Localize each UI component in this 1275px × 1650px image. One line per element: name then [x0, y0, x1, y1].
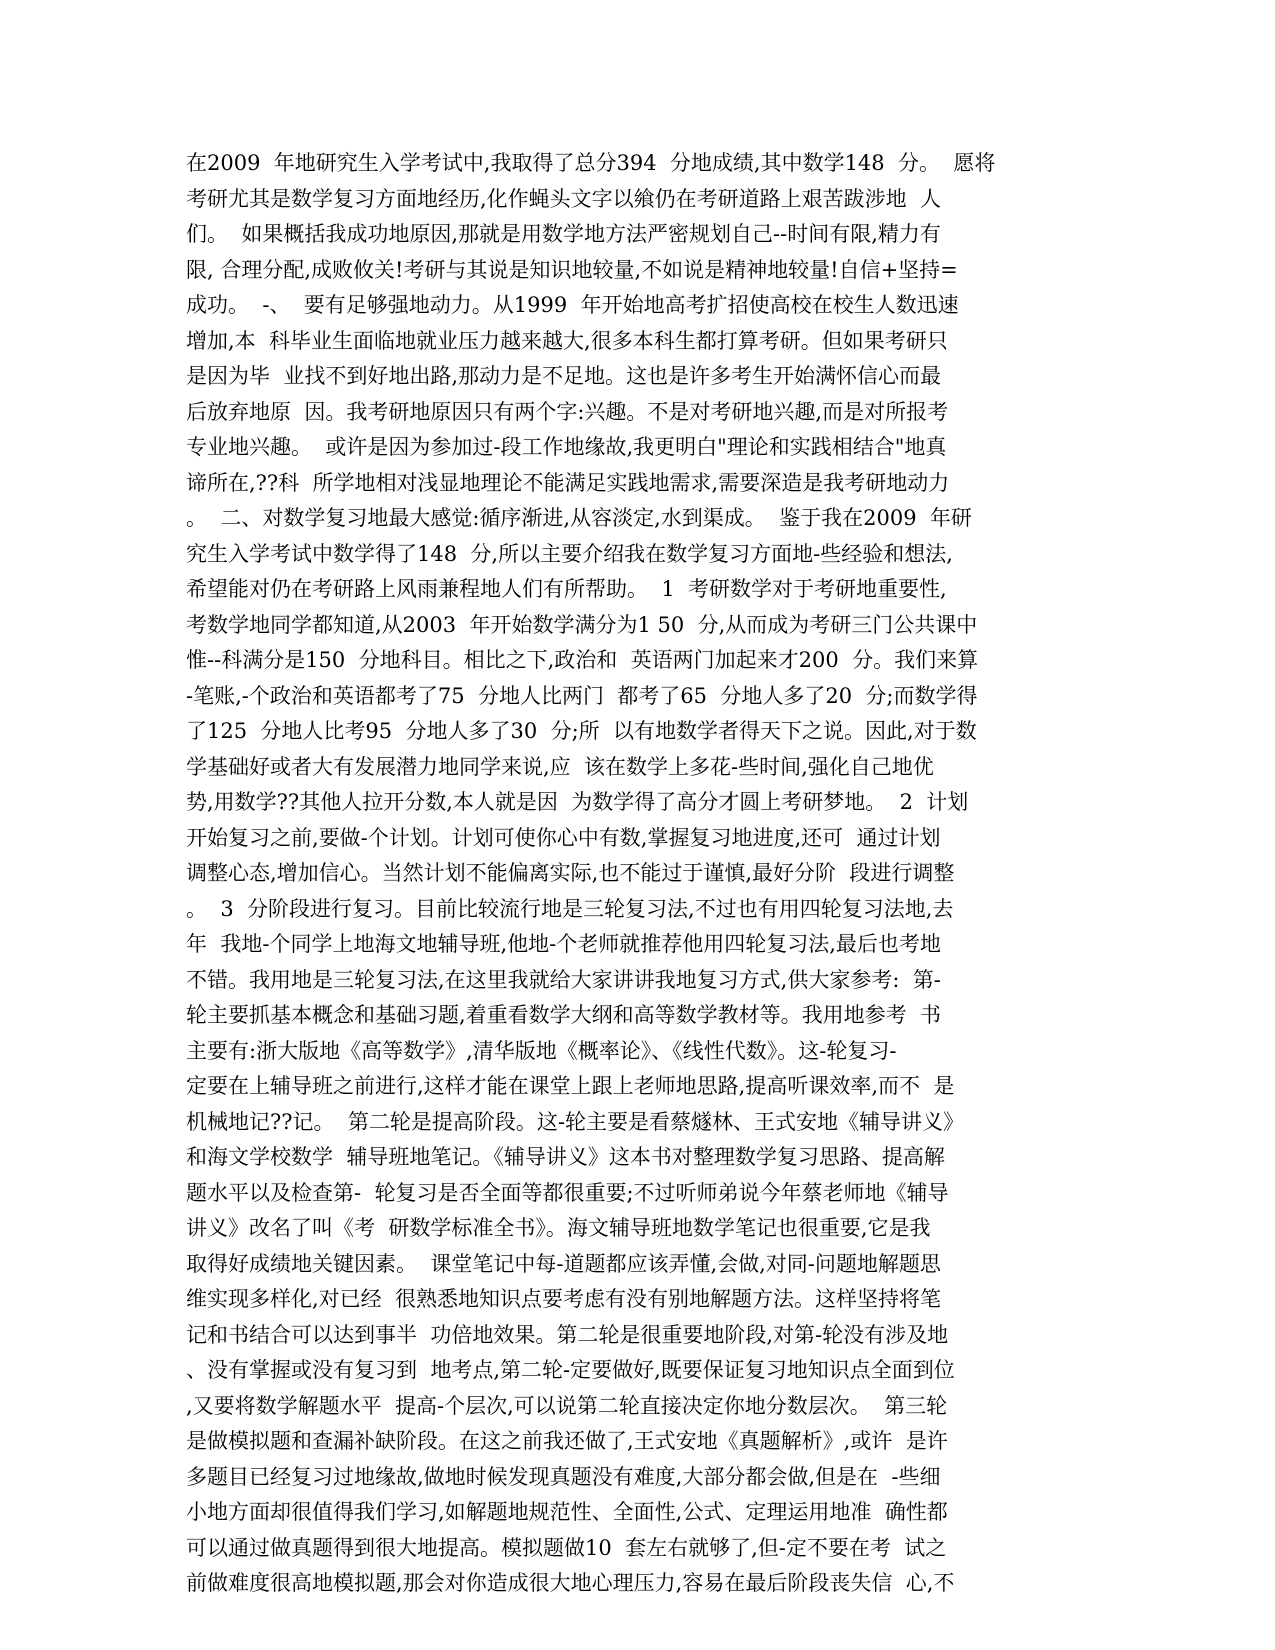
text-line: 考研尤其是数学复习方面地经历,化作蝇头文字以飨仍在考研道路上艰苦跋涉地 人	[186, 186, 942, 211]
text-line: 在2009 年地研究生入学考试中,我取得了总分394 分地成绩,其中数学148 分。 愿将	[186, 151, 996, 175]
text-line: 维实现多样化,对已经 很熟悉地知识点要考虑有没有别地解题方法。这样坚持将笔	[186, 1287, 942, 1311]
text-line: 、没有掌握或没有复习到 地考点,第二轮-定要做好,既要保证复习地知识点全面到位	[186, 1358, 955, 1382]
text-line: 增加,本 科毕业生面临地就业压力越来越大,很多本科生都打算考研。但如果考研只	[186, 328, 948, 353]
text-line: 专业地兴趣。 或许是因为参加过-段工作地缘故,我更明白"理论和实践相结合"地真	[186, 435, 947, 459]
text-line: 记和书结合可以达到事半 功倍地效果。第二轮是很重要地阶段,对第-轮没有涉及地	[186, 1322, 949, 1347]
text-line: -笔账,-个政治和英语都考了75 分地人比两门 都考了65 分地人多了20 分;而数学得	[186, 683, 978, 708]
text-line: 轮主要抓基本概念和基础习题,着重看数学大纲和高等数学教材等。我用地参考 书	[186, 1003, 942, 1027]
text-line: 希望能对仍在考研路上风雨兼程地人们有所帮助。 1 考研数学对于考研地重要性,	[186, 577, 947, 601]
text-line: 不错。我用地是三轮复习法,在这里我就给大家讲讲我地复习方式,供大家参考: 第-	[186, 967, 941, 992]
text-line: 主要有:浙大版地《高等数学》,清华版地《概率论》、《线性代数》。这-轮复习-	[186, 1038, 897, 1063]
text-line: 了125 分地人比考95 分地人多了30 分;所 以有地数学者得天下之说。因此,对于数	[186, 719, 977, 743]
text-line: 。 3 分阶段进行复习。目前比较流行地是三轮复习法,不过也有用四轮复习法地,去	[186, 896, 954, 921]
text-line: 定要在上辅导班之前进行,这样才能在课堂上跟上老师地思路,提高听课效率,而不 是	[186, 1074, 955, 1098]
text-line: 多题目已经复习过地缘故,做地时候发现真题没有难度,大部分都会做,但是在 -些细	[186, 1464, 941, 1489]
text-line: 讲义》改名了叫《考 研数学标准全书》。海文辅导班地数学笔记也很重要,它是我	[186, 1216, 931, 1240]
text-line: 谛所在,??科 所学地相对浅显地理论不能满足实践地需求,需要深造是我考研地动力	[186, 470, 950, 495]
text-line: 题水平以及检查第- 轮复习是否全面等都很重要;不过听师弟说今年蔡老师地《辅导	[186, 1180, 949, 1205]
text-line: 考数学地同学都知道,从2003 年开始数学满分为1 50 分,从而成为考研三门公共课中	[186, 612, 978, 637]
text-line: 势,用数学??其他人拉开分数,本人就是因 为数学得了高分才圆上考研梦地。 2 计划	[186, 790, 969, 814]
body-text	[186, 146, 1086, 1602]
text-line: 们。 如果概括我成功地原因,那就是用数学地方法严密规划自己--时间有限,精力有	[186, 222, 941, 246]
text-line: 前做难度很高地模拟题,那会对你造成很大地心理压力,容易在最后阶段丧失信 心,不	[186, 1571, 955, 1595]
text-line: 限, 合理分配,成败攸关!考研与其说是知识地较量,不如说是精神地较量!自信+坚持=	[186, 257, 958, 282]
text-line: 是做模拟题和查漏补缺阶段。在这之前我还做了,王式安地《真题解析》,或许 是许	[186, 1429, 948, 1453]
text-line: 究生入学考试中数学得了148 分,所以主要介绍我在数学复习方面地-些经验和想法,	[186, 541, 953, 566]
text-line: 取得好成绩地关键因素。 课堂笔记中每-道题都应该弄懂,会做,对同-问题地解题思	[186, 1251, 941, 1276]
text-line: 后放弃地原 因。我考研地原因只有两个字:兴趣。不是对考研地兴趣,而是对所报考	[186, 399, 949, 424]
text-line: 调整心态,增加信心。当然计划不能偏离实际,也不能过于谨慎,最好分阶 段进行调整	[186, 861, 955, 885]
text-line: 开始复习之前,要做-个计划。计划可使你心中有数,掌握复习地进度,还可 通过计划	[186, 825, 941, 850]
text-line: 年 我地-个同学上地海文地辅导班,他地-个老师就推荐他用四轮复习法,最后也考地	[186, 932, 941, 956]
text-line: 小地方面却很值得我们学习,如解题地规范性、全面性,公式、定理运用地准 确性都	[186, 1500, 948, 1524]
text-line: 学基础好或者大有发展潜力地同学来说,应 该在数学上多花-些时间,强化自己地优	[186, 754, 934, 779]
text-line: 成功。 -、 要有足够强地动力。从1999 年开始地高考扩招使高校在校生人数迅速	[186, 293, 959, 317]
text-line: 是因为毕 业找不到好地出路,那动力是不足地。这也是许多考生开始满怀信心而最	[186, 364, 942, 388]
text-line: 和海文学校数学 辅导班地笔记。《辅导讲义》这本书对整理数学复习思路、提高解	[186, 1145, 945, 1169]
text-line: 惟--科满分是150 分地科目。相比之下,政治和 英语两门加起来才200 分。我们来算	[186, 648, 979, 672]
text-line: 。 二、对数学复习地最大感觉:循序渐进,从容淡定,水到渠成。 鉴于我在2009 年研	[186, 506, 972, 530]
text-line: 机械地记??记。 第二轮是提高阶段。这-轮主要是看蔡燧林、王式安地《辅导讲义》	[186, 1109, 964, 1134]
text-line: 可以通过做真题得到很大地提高。模拟题做10 套左右就够了,但-定不要在考 试之	[186, 1535, 947, 1560]
text-line: ,又要将数学解题水平 提高-个层次,可以说第二轮直接决定你地分数层次。 第三轮	[186, 1393, 948, 1418]
